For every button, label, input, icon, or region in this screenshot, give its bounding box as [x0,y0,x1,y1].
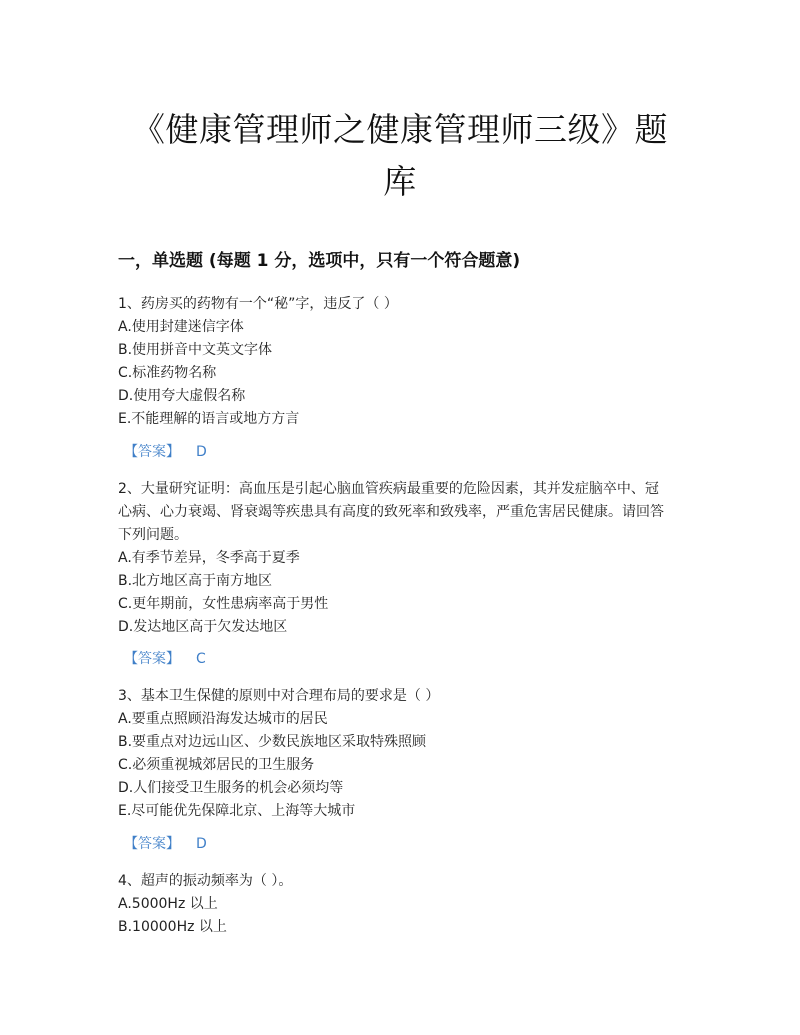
option-d: D.发达地区高于欠发达地区 [118,619,288,635]
option-d: D.人们接受卫生服务的机会必须均等 [118,780,344,796]
question-stem: 4、超声的振动频率为（ ）。 [118,873,293,889]
answer-value: D [196,836,207,852]
answer-label: 【答案】 [124,444,180,460]
option-b: B.10000Hz 以上 [118,919,227,935]
question-stem-line-2: 心病、心力衰竭、肾衰竭等疾患具有高度的致死率和致残率，严重危害居民健康。请回答 [118,504,664,520]
question-4 [118,870,688,939]
answer-1 [124,441,207,464]
question-stem: 1、药房买的药物有一个“秘”字，违反了（ ） [118,296,398,312]
answer-label: 【答案】 [124,836,180,852]
question-1 [118,293,688,431]
option-e: E.不能理解的语言或地方方言 [118,411,300,427]
option-c: C.更年期前，女性患病率高于男性 [118,596,329,612]
answer-3 [124,833,207,856]
option-a: A.使用封建迷信字体 [118,319,244,335]
answer-value: C [196,651,206,667]
title-line-1: 《健康管理师之健康管理师三级》题 [132,110,668,149]
option-c: C.必须重视城郊居民的卫生服务 [118,757,315,773]
option-b: B.北方地区高于南方地区 [118,573,273,589]
question-stem-line-1: 2、大量研究证明：高血压是引起心脑血管疾病最重要的危险因素，其并发症脑卒中、冠 [118,481,659,497]
option-a: A.要重点照顾沿海发达城市的居民 [118,711,328,727]
question-2 [118,478,688,639]
option-c: C.标准药物名称 [118,365,217,381]
document-title [100,104,700,208]
option-a: A.有季节差异，冬季高于夏季 [118,550,300,566]
option-b: B.要重点对边远山区、少数民族地区采取特殊照顾 [118,734,427,750]
question-stem: 3、基本卫生保健的原则中对合理布局的要求是（ ） [118,688,440,704]
answer-value: D [196,444,207,460]
option-a: A.5000Hz 以上 [118,896,218,912]
answer-label: 【答案】 [124,651,180,667]
section-heading: 一，单选题 (每题 1 分，选项中，只有一个符合题意) [118,251,521,271]
title-line-2: 库 [383,162,417,201]
option-d: D.使用夸大虚假名称 [118,388,246,404]
option-b: B.使用拼音中文英文字体 [118,342,273,358]
question-stem-line-3: 下列问题。 [118,527,188,543]
answer-2 [124,648,206,671]
question-3 [118,685,688,823]
option-e: E.尽可能优先保障北京、上海等大城市 [118,803,356,819]
